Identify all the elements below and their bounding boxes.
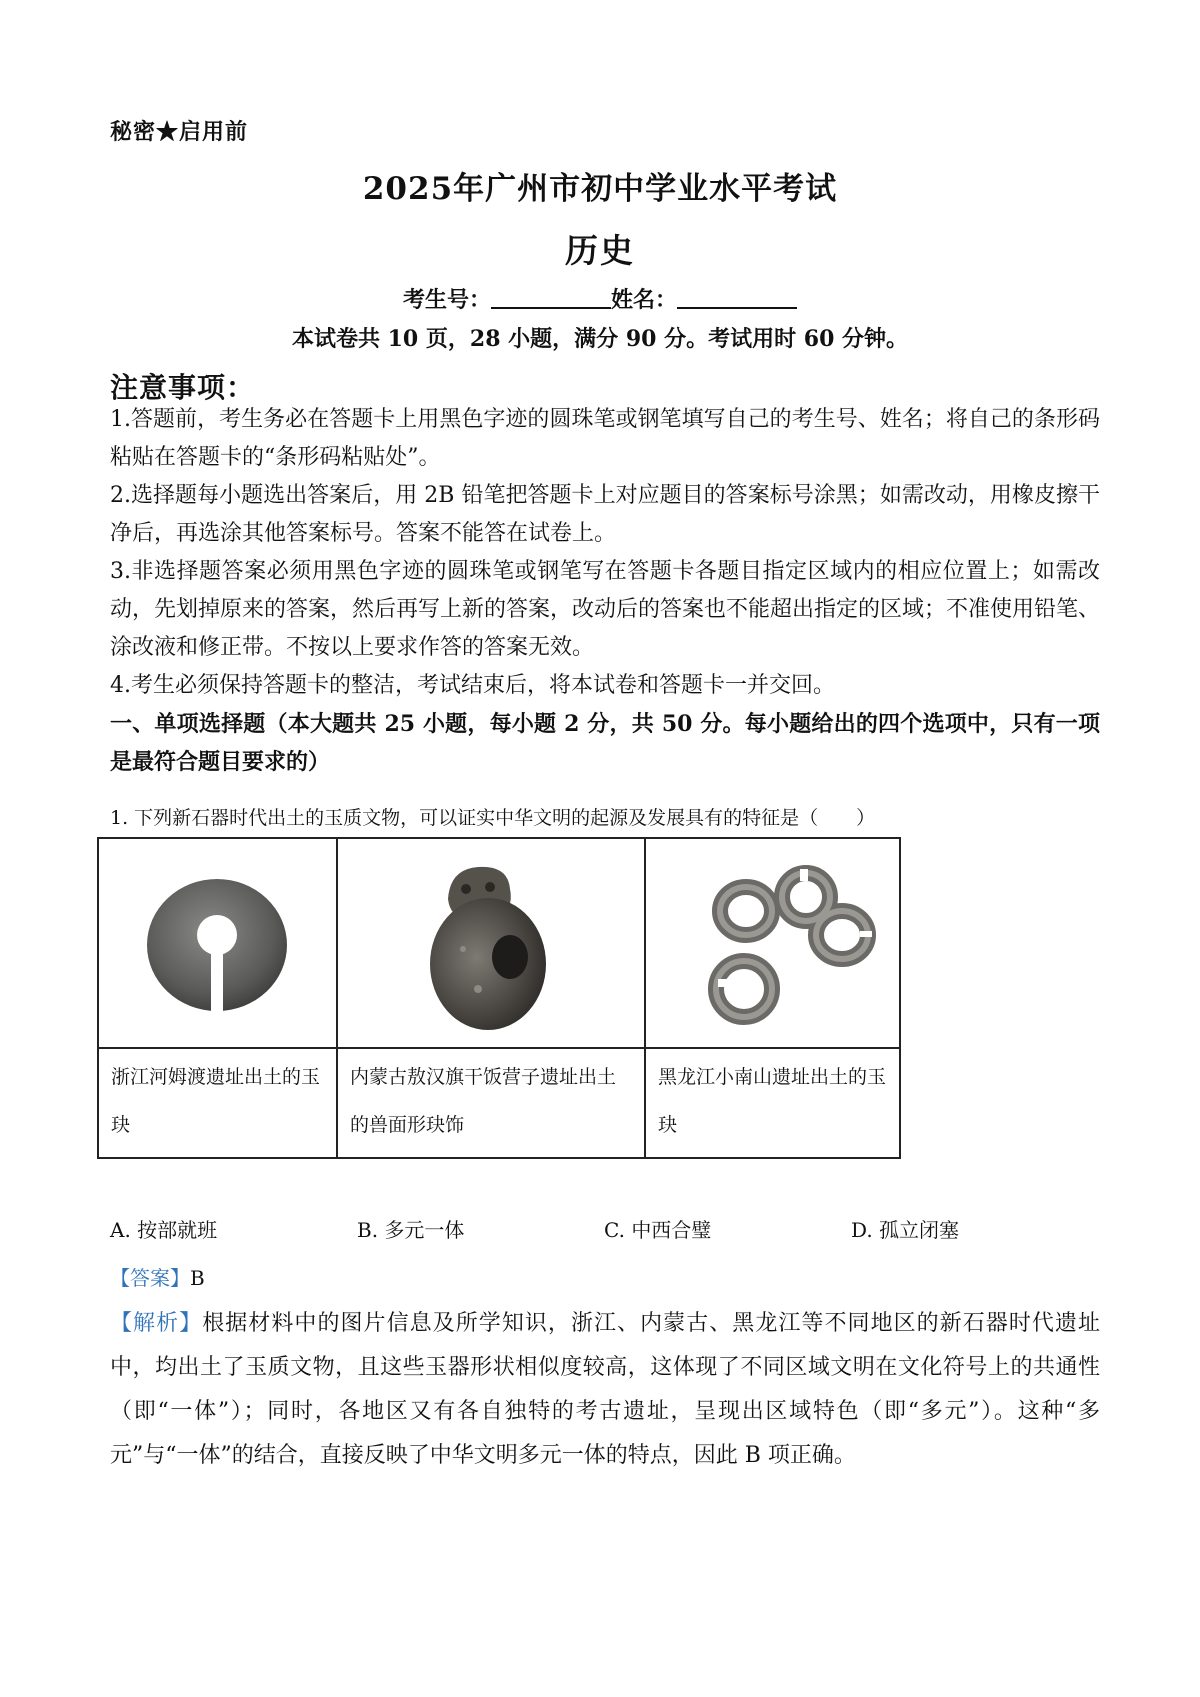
analysis-text: 根据材料中的图片信息及所学知识，浙江、内蒙古、黑龙江等不同地区的新石器时代遗址中，均出土了玉质文物，且这些玉器形状相似度较高，这体现了不同区域文明在文化符号上的共通性（即“一体”）；同时，各地区又有各自独特的考古遗址，呈现出区域特色（即“多元”）。这种“多元”与“一体”的结合，直接反映了中华文明多元一体的特点，因此 B 项正确。: [110, 1311, 1100, 1468]
option-d-text: 孤立闭塞: [879, 1218, 960, 1242]
candidate-info-line: [0, 283, 1200, 314]
jade-jue-xiaonanshan-image: [646, 839, 899, 1047]
section-heading: 一、单项选择题（本大题共 25 小题，每小题 2 分，共 50 分。每小题给出的四个选项中，只有一项是最符合题目要求的）: [110, 711, 1100, 775]
answer-tag: 【答案】: [110, 1266, 190, 1290]
analysis-tag: 【解析】: [110, 1311, 203, 1336]
option-c: [604, 1214, 711, 1243]
artifact-caption-cell-3: [645, 1048, 900, 1158]
notice-item-2: 2.选择题每小题选出答案后，用 2B 铅笔把答题卡上对应题目的答案标号涂黑；如需改动，用橡皮擦干净后，再选涂其他答案标号。答案不能答在试卷上。: [110, 483, 1100, 546]
notice-item-1: 1.答题前，考生务必在答题卡上用黑色字迹的圆珠笔或钢笔填写自己的考生号、姓名；将自己的条形码粘贴在答题卡的“条形码粘贴处”。: [110, 407, 1100, 470]
notice-heading: 注意事项：: [110, 371, 256, 404]
artifact-table: [97, 837, 901, 1159]
option-c-text: 中西合璧: [631, 1218, 712, 1242]
exam-info: 本试卷共 10 页，28 小题，满分 90 分。考试用时 60 分钟。: [291, 326, 909, 352]
candidate-id-blank: [491, 287, 611, 309]
artifact-caption-cell-1: [98, 1048, 337, 1158]
artifact-image-cell-3: [645, 838, 900, 1048]
notice-item-4: 4.考生必须保持答题卡的整洁，考试结束后，将本试卷和答题卡一并交回。: [110, 673, 835, 698]
option-b-text: 多元一体: [384, 1218, 465, 1242]
candidate-name-label: 姓名：: [611, 287, 678, 313]
option-b: [357, 1214, 464, 1243]
candidate-name-blank: [677, 287, 797, 309]
option-c-label: C.: [604, 1218, 625, 1242]
answer-line: [110, 1262, 205, 1291]
artifact-caption-cell-2: [337, 1048, 645, 1158]
option-b-label: B.: [357, 1218, 379, 1242]
secret-label: 秘密★启用前: [110, 119, 249, 145]
artifact-image-cell-1: [98, 838, 337, 1048]
option-a-text: 按部就班: [137, 1218, 218, 1242]
option-a: [110, 1214, 217, 1243]
notice-item-3: 3.非选择题答案必须用黑色字迹的圆珠笔或钢笔写在答题卡各题目指定区域内的相应位置上；如需改动，先划掉原来的答案，然后再写上新的答案，改动后的答案也不能超出指定的区域；不准使用铅笔、涂改液和修正带。不按以上要求作答的答案无效。: [110, 559, 1101, 660]
option-d: [851, 1214, 959, 1243]
artifact-caption-3: 黑龙江小南山遗址出土的玉玦: [658, 1066, 887, 1136]
option-a-label: A.: [110, 1218, 131, 1242]
artifact-caption-2: 内蒙古敖汉旗干饭营子遗址出土的兽面形玦饰: [350, 1066, 617, 1136]
answer-value: B: [190, 1266, 205, 1290]
option-d-label: D.: [851, 1218, 873, 1242]
candidate-id-label: 考生号：: [402, 287, 491, 313]
analysis-paragraph: [110, 1302, 1100, 1478]
question-1-stem: 1. 下列新石器时代出土的玉质文物，可以证实中华文明的起源及发展具有的特征是（ ）: [110, 807, 876, 829]
artifact-image-cell-2: [337, 838, 645, 1048]
jade-jue-hemudu-image: [99, 839, 336, 1047]
exam-title: 2025年广州市初中学业水平考试: [362, 171, 838, 207]
beast-face-jue-image: [338, 839, 644, 1047]
subject-title: 历史: [565, 231, 635, 270]
artifact-caption-1: 浙江河姆渡遗址出土的玉玦: [111, 1066, 321, 1136]
